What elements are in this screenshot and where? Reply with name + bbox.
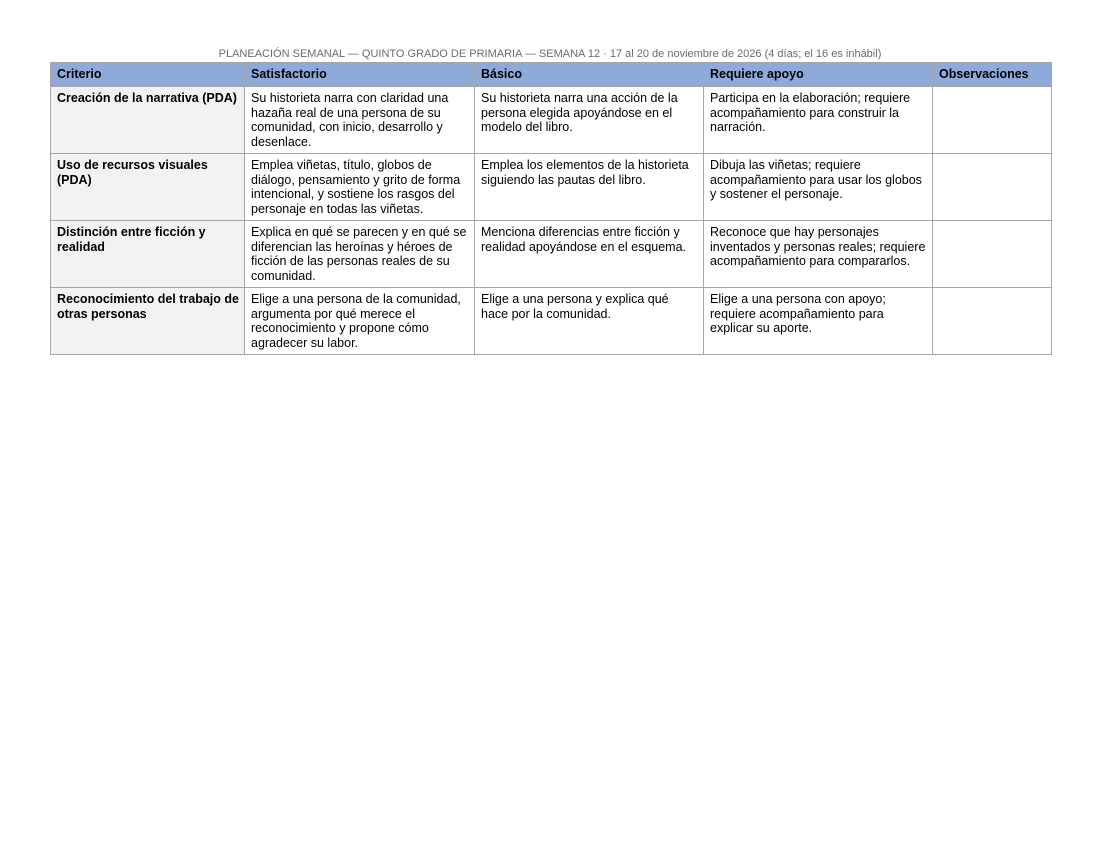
column-header-requiere-apoyo: Requiere apoyo: [704, 63, 933, 87]
satisfactorio-cell: Su historieta narra con claridad una hazaña real de una persona de su comunidad, con inicio, desarrollo y desenlace.: [245, 87, 475, 154]
satisfactorio-cell: Elige a una persona de la comunidad, argumenta por qué merece el reconocimiento y propone cómo agradecer su labor.: [245, 288, 475, 355]
column-header-observaciones: Observaciones: [933, 63, 1052, 87]
requiere-apoyo-cell: Participa en la elaboración; requiere acompañamiento para construir la narración.: [704, 87, 933, 154]
basico-cell: Elige a una persona y explica qué hace por la comunidad.: [475, 288, 704, 355]
column-header-satisfactorio: Satisfactorio: [245, 63, 475, 87]
table-row: [51, 288, 1052, 355]
column-header-criterio: Criterio: [51, 63, 245, 87]
observaciones-cell[interactable]: [933, 154, 1052, 221]
observaciones-cell[interactable]: [933, 288, 1052, 355]
table-row: [51, 154, 1052, 221]
satisfactorio-cell: Explica en qué se parecen y en qué se diferencian las heroínas y héroes de ficción de las personas reales de su comunidad.: [245, 221, 475, 288]
requiere-apoyo-cell: Reconoce que hay personajes inventados y personas reales; requiere acompañamiento para compararlos.: [704, 221, 933, 288]
page-title: PLANEACIÓN SEMANAL — QUINTO GRADO DE PRIMARIA — SEMANA 12 · 17 al 20 de noviembre de 2026 (4 días; el 16 es inhábil): [218, 48, 882, 60]
criterion-cell: Distinción entre ficción y realidad: [51, 221, 245, 288]
basico-cell: Emplea los elementos de la historieta siguiendo las pautas del libro.: [475, 154, 704, 221]
criterion-cell: Uso de recursos visuales (PDA): [51, 154, 245, 221]
criterion-cell: Creación de la narrativa (PDA): [51, 87, 245, 154]
basico-cell: Menciona diferencias entre ficción y realidad apoyándose en el esquema.: [475, 221, 704, 288]
observaciones-cell[interactable]: [933, 221, 1052, 288]
satisfactorio-cell: Emplea viñetas, título, globos de diálogo, pensamiento y grito de forma intencional, y sostiene los rasgos del personaje en todas las viñetas.: [245, 154, 475, 221]
observaciones-cell[interactable]: [933, 87, 1052, 154]
rubric-table: [50, 62, 1052, 355]
column-header-basico: Básico: [475, 63, 704, 87]
table-row: [51, 87, 1052, 154]
table-header-row: [51, 63, 1052, 87]
table-row: [51, 221, 1052, 288]
basico-cell: Su historieta narra una acción de la persona elegida apoyándose en el modelo del libro.: [475, 87, 704, 154]
criterion-cell: Reconocimiento del trabajo de otras personas: [51, 288, 245, 355]
requiere-apoyo-cell: Dibuja las viñetas; requiere acompañamiento para usar los globos y sostener el personaje.: [704, 154, 933, 221]
requiere-apoyo-cell: Elige a una persona con apoyo; requiere acompañamiento para explicar su aporte.: [704, 288, 933, 355]
